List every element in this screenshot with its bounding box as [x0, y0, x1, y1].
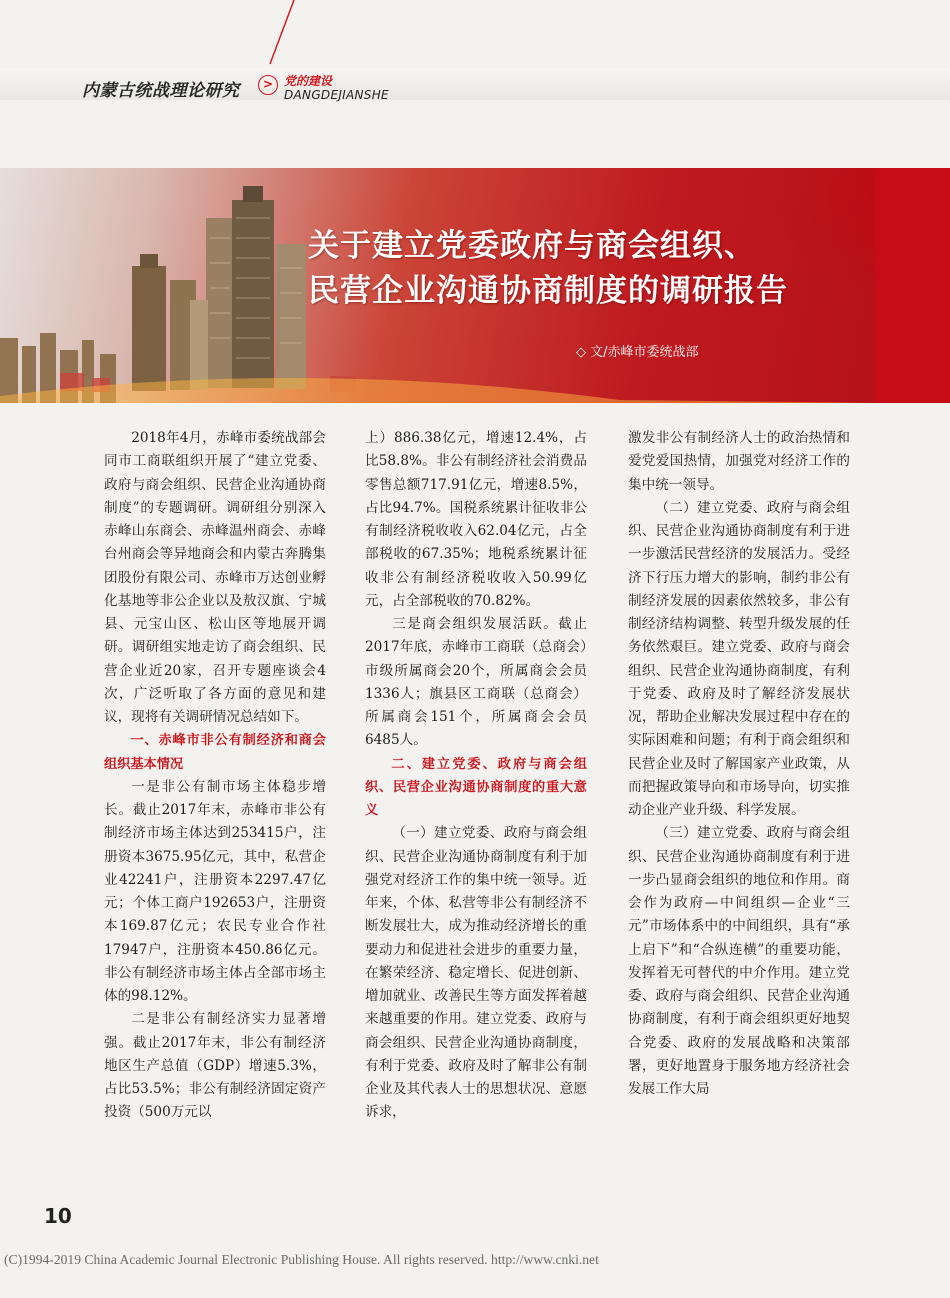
title-banner — [0, 168, 950, 403]
paragraph: （三）建立党委、政府与商会组织、民营企业沟通协商制度有利于进一步凸显商会组织的地位和作用。商会作为政府—中间组织—企业“三元”市场体系中的中间组织，具有“承上启下”和“合纵连横”的重要功能，发挥着无可替代的中介作用。建立党委、政府与商会组织、民营企业沟通协商制度，有利于商会组织更好地契合党委、政府的发展战略和决策部署，更好地置身于服务地方经济社会发展工作大局 — [628, 825, 850, 1097]
paragraph: 2018年4月，赤峰市委统战部会同市工商联组织开展了“建立党委、政府与商会组织、民营企业沟通协商制度”的专题调研。调研组分别深入赤峰山东商会、赤峰温州商会、赤峰台州商会等异地商会和内蒙古奔腾集团股份有限公司、赤峰市万达创业孵化基地等非公企业以及敖汉旗、宁城县、元宝山区、松山区等地展开调研。调研组实地走访了商会组织、民营企业近20家，召开专题座谈会4次，广泛听取了各方面的意见和建议，现将有关调研情况总结如下。 — [104, 430, 326, 725]
paragraph: 三是商会组织发展活跃。截止2017年底，赤峰市工商联（总商会）市级所属商会20个，所属商会会员1336人；旗县区工商联（总商会）所属商会151个，所属商会会员6485人。 — [365, 616, 587, 749]
page-number: 10 — [44, 1204, 72, 1228]
chevron-right-icon: > — [258, 75, 278, 95]
copyright-notice: (C)1994-2019 China Academic Journal Electronic Publishing House. All rights reserved. http://www.cnki.net — [4, 1252, 599, 1267]
paragraph: （二）建立党委、政府与商会组织、民营企业沟通协商制度有利于进一步激活民营经济的发展活力。受经济下行压力增大的影响，制约非公有制经济发展的因素依然较多，非公有制经济结构调整、转型升级发展的任务依然艰巨。建立党委、政府与商会组织、民营企业沟通协商制度，有利于党委、政府及时了解经济发展状况，帮助企业解决发展过程中存在的实际困难和问题；有利于商会组织和民营企业及时了解国家产业政策，从而把握政策导向和市场导向，切实推动企业产业升级、科学发展。 — [628, 499, 850, 818]
journal-title: 内蒙古统战理论研究 — [82, 81, 240, 101]
section-pinyin: DANGDEJIANSHE — [284, 88, 389, 102]
text-column-1 — [104, 427, 326, 1125]
text-column-2 — [365, 427, 587, 1125]
paragraph: （一）建立党委、政府与商会组织、民营企业沟通协商制度有利于加强党对经济工作的集中统一领导。近年来，个体、私营等非公有制经济不断发展壮大，成为推动经济增长的重要动力和促进社会进步的重要力量，在繁荣经济、稳定增长、促进创新、增加就业、改善民生等方面发挥着越来越重要的作用。建立党委、政府与商会组织、民营企业沟通协商制度，有利于党委、政府及时了解非公有制企业及其代表人士的思想状况、意愿诉求， — [365, 825, 587, 1121]
section-heading: 二、建立党委、政府与商会组织、民营企业沟通协商制度的重大意义 — [365, 756, 587, 818]
text-column-3 — [628, 427, 850, 1101]
article-title-line-1: 关于建立党委政府与商会组织、 — [308, 228, 756, 264]
banner-red-block — [875, 168, 950, 403]
section-heading: 一、赤峰市非公有制经济和商会组织基本情况 — [104, 733, 326, 772]
paragraph: 上）886.38亿元，增速12.4%，占比58.8%。非公有制经济社会消费品零售总额717.91亿元，增速8.5%，占比94.7%。国税系统累计征收非公有制经济税收收入62.04亿元，占全部税收的67.35%；地税系统累计征收非公有制经济税收收入50.99亿元，占全部税收的70.82%。 — [365, 430, 587, 609]
paragraph: 激发非公有制经济人士的政治热情和爱党爱国热情，加强党对经济工作的集中统一领导。 — [628, 430, 850, 493]
paragraph: 二是非公有制经济实力显著增强。截止2017年末，非公有制经济地区生产总值（GDP）增速5.3%，占比53.5%；非公有制经济固定资产投资（500万元以 — [104, 1011, 326, 1121]
article-byline: ◇ 文/赤峰市委统战部 — [576, 345, 699, 360]
paragraph: 一是非公有制市场主体稳步增长。截止2017年末，赤峰市非公有制经济市场主体达到253415户，注册资本3675.95亿元，其中，私营企业42241户，注册资本2297.47亿元；个体工商户192653户，注册资本169.87亿元；农民专业合作社17947户，注册资本450.86亿元。非公有制经济市场主体占全部市场主体的98.12%。 — [104, 778, 326, 1004]
article-title-line-2: 民营企业沟通协商制度的调研报告 — [308, 273, 788, 309]
section-name: 党的建设 — [284, 74, 333, 88]
